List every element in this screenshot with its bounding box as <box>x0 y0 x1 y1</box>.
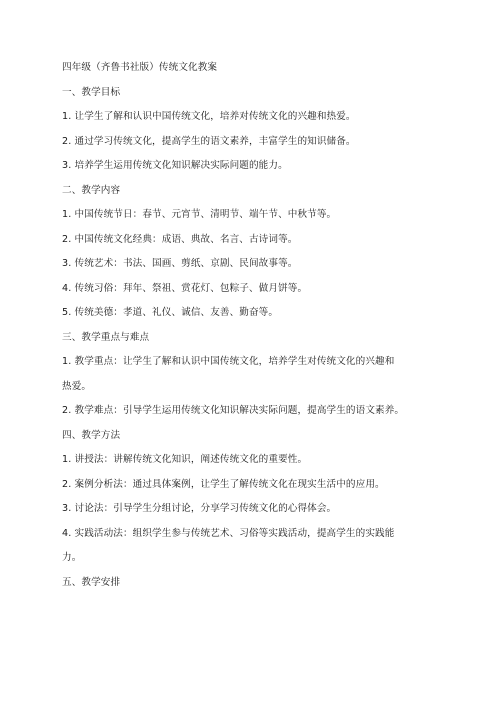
list-item-line: 3. 讨论法：引导学生分组讨论，分享学习传统文化的心得体会。 <box>62 503 337 514</box>
list-item-line: 1. 教学重点：让学生了解和认识中国传统文化，培养学生对传统文化的兴趣和 <box>62 356 395 367</box>
list-item: 1. 让学生了解和认识中国传统文化，培养对传统文化的兴趣和热爱。 <box>62 111 356 122</box>
list-item-line: 热爱。 <box>62 380 92 392</box>
list-item: 1. 中国传统节日：春节、元宵节、清明节、端午节、中秋节等。 <box>62 209 337 220</box>
list-item-line: 2. 案例分析法：通过具体案例，让学生了解传统文化在现实生活中的应用。 <box>62 478 385 490</box>
list-item: 2. 通过学习传统文化，提高学生的语文素养，丰富学生的知识储备。 <box>62 135 356 147</box>
list-item: 4. 传统习俗：拜年、祭祖、赏花灯、包粽子、做月饼等。 <box>62 282 308 294</box>
list-item-line: 力。 <box>62 552 82 563</box>
section-heading: 三、教学重点与难点 <box>62 331 150 343</box>
section-heading: 二、教学内容 <box>62 184 121 196</box>
list-item-line: 2. 教学难点：引导学生运用传统文化知识解决实际问题，提高学生的语文素养。 <box>62 405 405 416</box>
list-item-line: 4. 实践活动法：组织学生参与传统艺术、习俗等实践活动，提高学生的实践能 <box>62 527 395 539</box>
list-item: 2. 中国传统文化经典：成语、典故、名言、古诗词等。 <box>62 233 298 245</box>
list-item: 3. 传统艺术：书法、国画、剪纸、京剧、民间故事等。 <box>62 258 298 269</box>
section-heading: 五、教学安排 <box>62 576 121 588</box>
section-heading: 四、教学方法 <box>62 429 121 441</box>
section-heading: 一、教学目标 <box>62 86 121 98</box>
document-title: 四年级（齐鲁书社版）传统文化教案 <box>62 62 218 73</box>
list-item: 5. 传统美德：孝道、礼仪、诚信、友善、勤奋等。 <box>62 307 279 318</box>
list-item-line: 1. 讲授法：讲解传统文化知识，阐述传统文化的重要性。 <box>62 454 308 465</box>
document-content <box>62 61 442 590</box>
list-item: 3. 培养学生运用传统文化知识解决实际问题的能力。 <box>62 160 288 171</box>
